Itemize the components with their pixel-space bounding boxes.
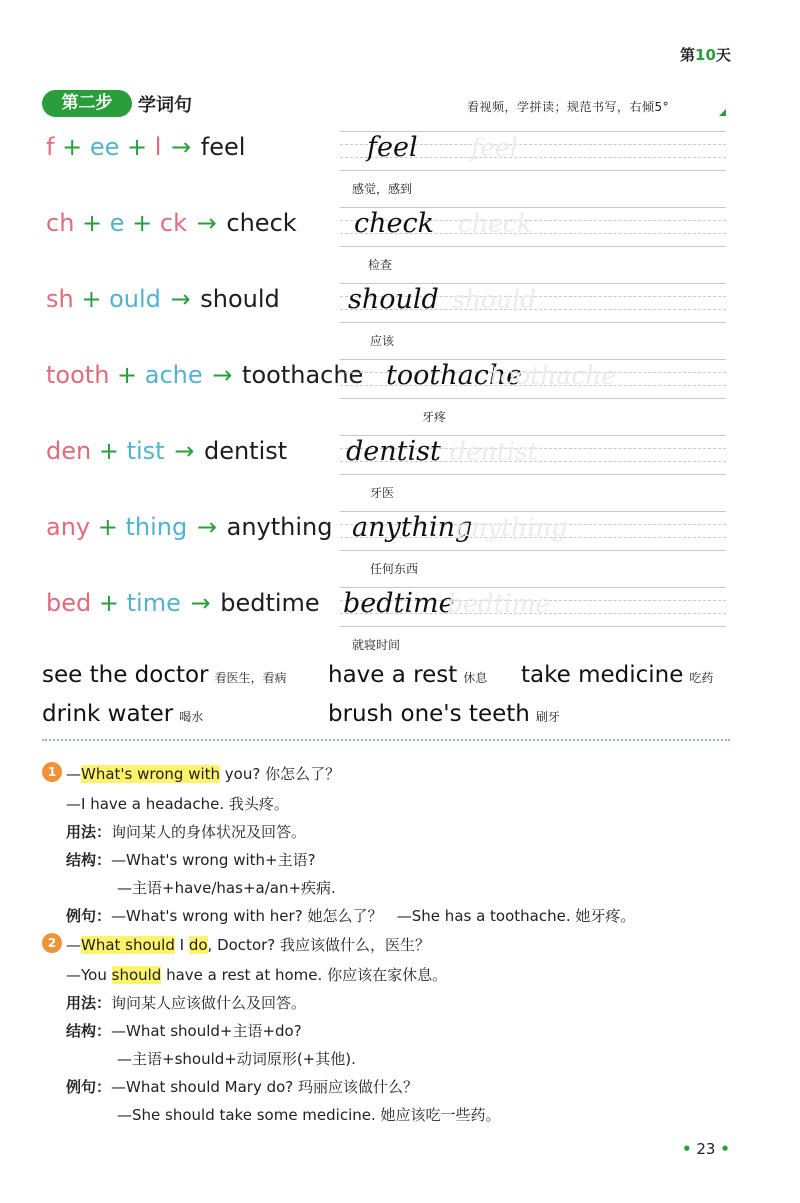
point2-structure: 结构：—What should+主语+do? (66, 1022, 302, 1040)
word-meaning: 检查 (368, 258, 393, 272)
phrase-item: take medicine 吃药 (521, 662, 714, 688)
trace-word: bedtime (447, 589, 551, 618)
phrase-item: see the doctor 看医生，看病 (42, 662, 287, 688)
trace-word: dentist (450, 437, 538, 466)
phonics-formula: tooth + ache → toothache (46, 361, 364, 389)
point1-usage: 用法：询问某人的身体状况及回答。 (66, 823, 307, 841)
handwritten-word: anything (352, 512, 473, 543)
handwritten-word: dentist (346, 436, 441, 467)
phonics-formula: any + thing → anything (46, 513, 333, 541)
highlight: should (111, 966, 162, 984)
point2-answer: —You should have a rest at home. 你应该在家休息。 (66, 966, 448, 984)
word-result: feel (200, 133, 246, 161)
arrow-right-icon: → (182, 589, 219, 617)
word-result: check (226, 209, 297, 237)
word-meaning: 就寝时间 (352, 638, 401, 652)
phonics-formula: sh + ould → should (46, 285, 280, 313)
trace-word: check (458, 209, 533, 238)
word-result: should (200, 285, 280, 313)
phonics-formula: ch + e + ck → check (46, 209, 297, 237)
point1-structure-2: —主语+have/has+a/an+疾病. (117, 879, 336, 897)
trace-word: toothache (490, 361, 617, 390)
page-number: • 23 • (682, 1140, 730, 1158)
word-result: toothache (242, 361, 364, 389)
handwritten-word: check (354, 208, 434, 239)
handwritten-word: should (348, 284, 439, 315)
point1-example: 例句：—What's wrong with her? 她怎么了？ —She has a toothache. 她牙疼。 (66, 907, 636, 925)
word-result: anything (226, 513, 333, 541)
handwritten-word: feel (367, 132, 418, 163)
arrow-right-icon: → (204, 361, 241, 389)
word-result: bedtime (220, 589, 320, 617)
arrow-right-icon: → (162, 285, 199, 313)
section-divider (42, 739, 730, 741)
day-label: 第10天 (680, 46, 731, 64)
handwritten-word: bedtime (343, 588, 455, 619)
highlight: What's wrong with (81, 765, 221, 783)
phrase-item: brush one's teeth 刷牙 (328, 701, 560, 727)
arrow-right-icon: → (166, 437, 202, 465)
word-meaning: 牙疼 (422, 410, 447, 424)
step-badge: 第二步 (42, 90, 132, 117)
phonics-formula: f + ee + l → feel (46, 133, 246, 161)
arrow-right-icon: → (189, 209, 225, 237)
point2-question: —What should I do, Doctor? 我应该做什么，医生？ (66, 936, 431, 954)
section-title: 学词句 (138, 95, 192, 116)
point-number-badge: 2 (42, 933, 62, 953)
word-meaning: 应该 (370, 334, 395, 348)
phonics-formula: bed + time → bedtime (46, 589, 320, 617)
trace-word: feel (471, 133, 518, 162)
arrow-right-icon: → (163, 133, 199, 161)
phonics-formula: den + tist → dentist (46, 437, 288, 465)
point1-answer: —I have a headache. 我头疼。 (66, 795, 289, 813)
point1-question: —What's wrong with you? 你怎么了？ (66, 765, 341, 783)
word-meaning: 感觉，感到 (352, 182, 413, 196)
highlight: What should (81, 936, 175, 954)
handwritten-word: toothache (386, 360, 523, 391)
trace-word: should (452, 285, 537, 314)
phrase-item: drink water 喝水 (42, 701, 204, 727)
highlight: do (188, 936, 208, 954)
point2-example: 例句：—What should Mary do? 玛丽应该做什么？ (66, 1078, 419, 1096)
point2-structure-2: —主语+should+动词原形(+其他). (117, 1050, 356, 1068)
arrow-right-icon: → (189, 513, 225, 541)
day-number: 10 (695, 46, 716, 64)
point-number-badge: 1 (42, 762, 62, 782)
point1-structure: 结构：—What's wrong with+主语? (66, 851, 316, 869)
word-meaning: 任何东西 (370, 562, 419, 576)
slant-mark-icon (719, 109, 726, 116)
word-meaning: 牙医 (370, 486, 395, 500)
word-result: dentist (203, 437, 288, 465)
phrase-item: have a rest 休息 (328, 662, 488, 688)
point2-example-2: —She should take some medicine. 她应该吃一些药。 (117, 1106, 501, 1124)
writing-instruction: 看视频，学拼读；规范书写，右倾5° (467, 100, 670, 114)
trace-word: anything (456, 513, 568, 542)
point2-usage: 用法：询问某人应该做什么及回答。 (66, 994, 307, 1012)
